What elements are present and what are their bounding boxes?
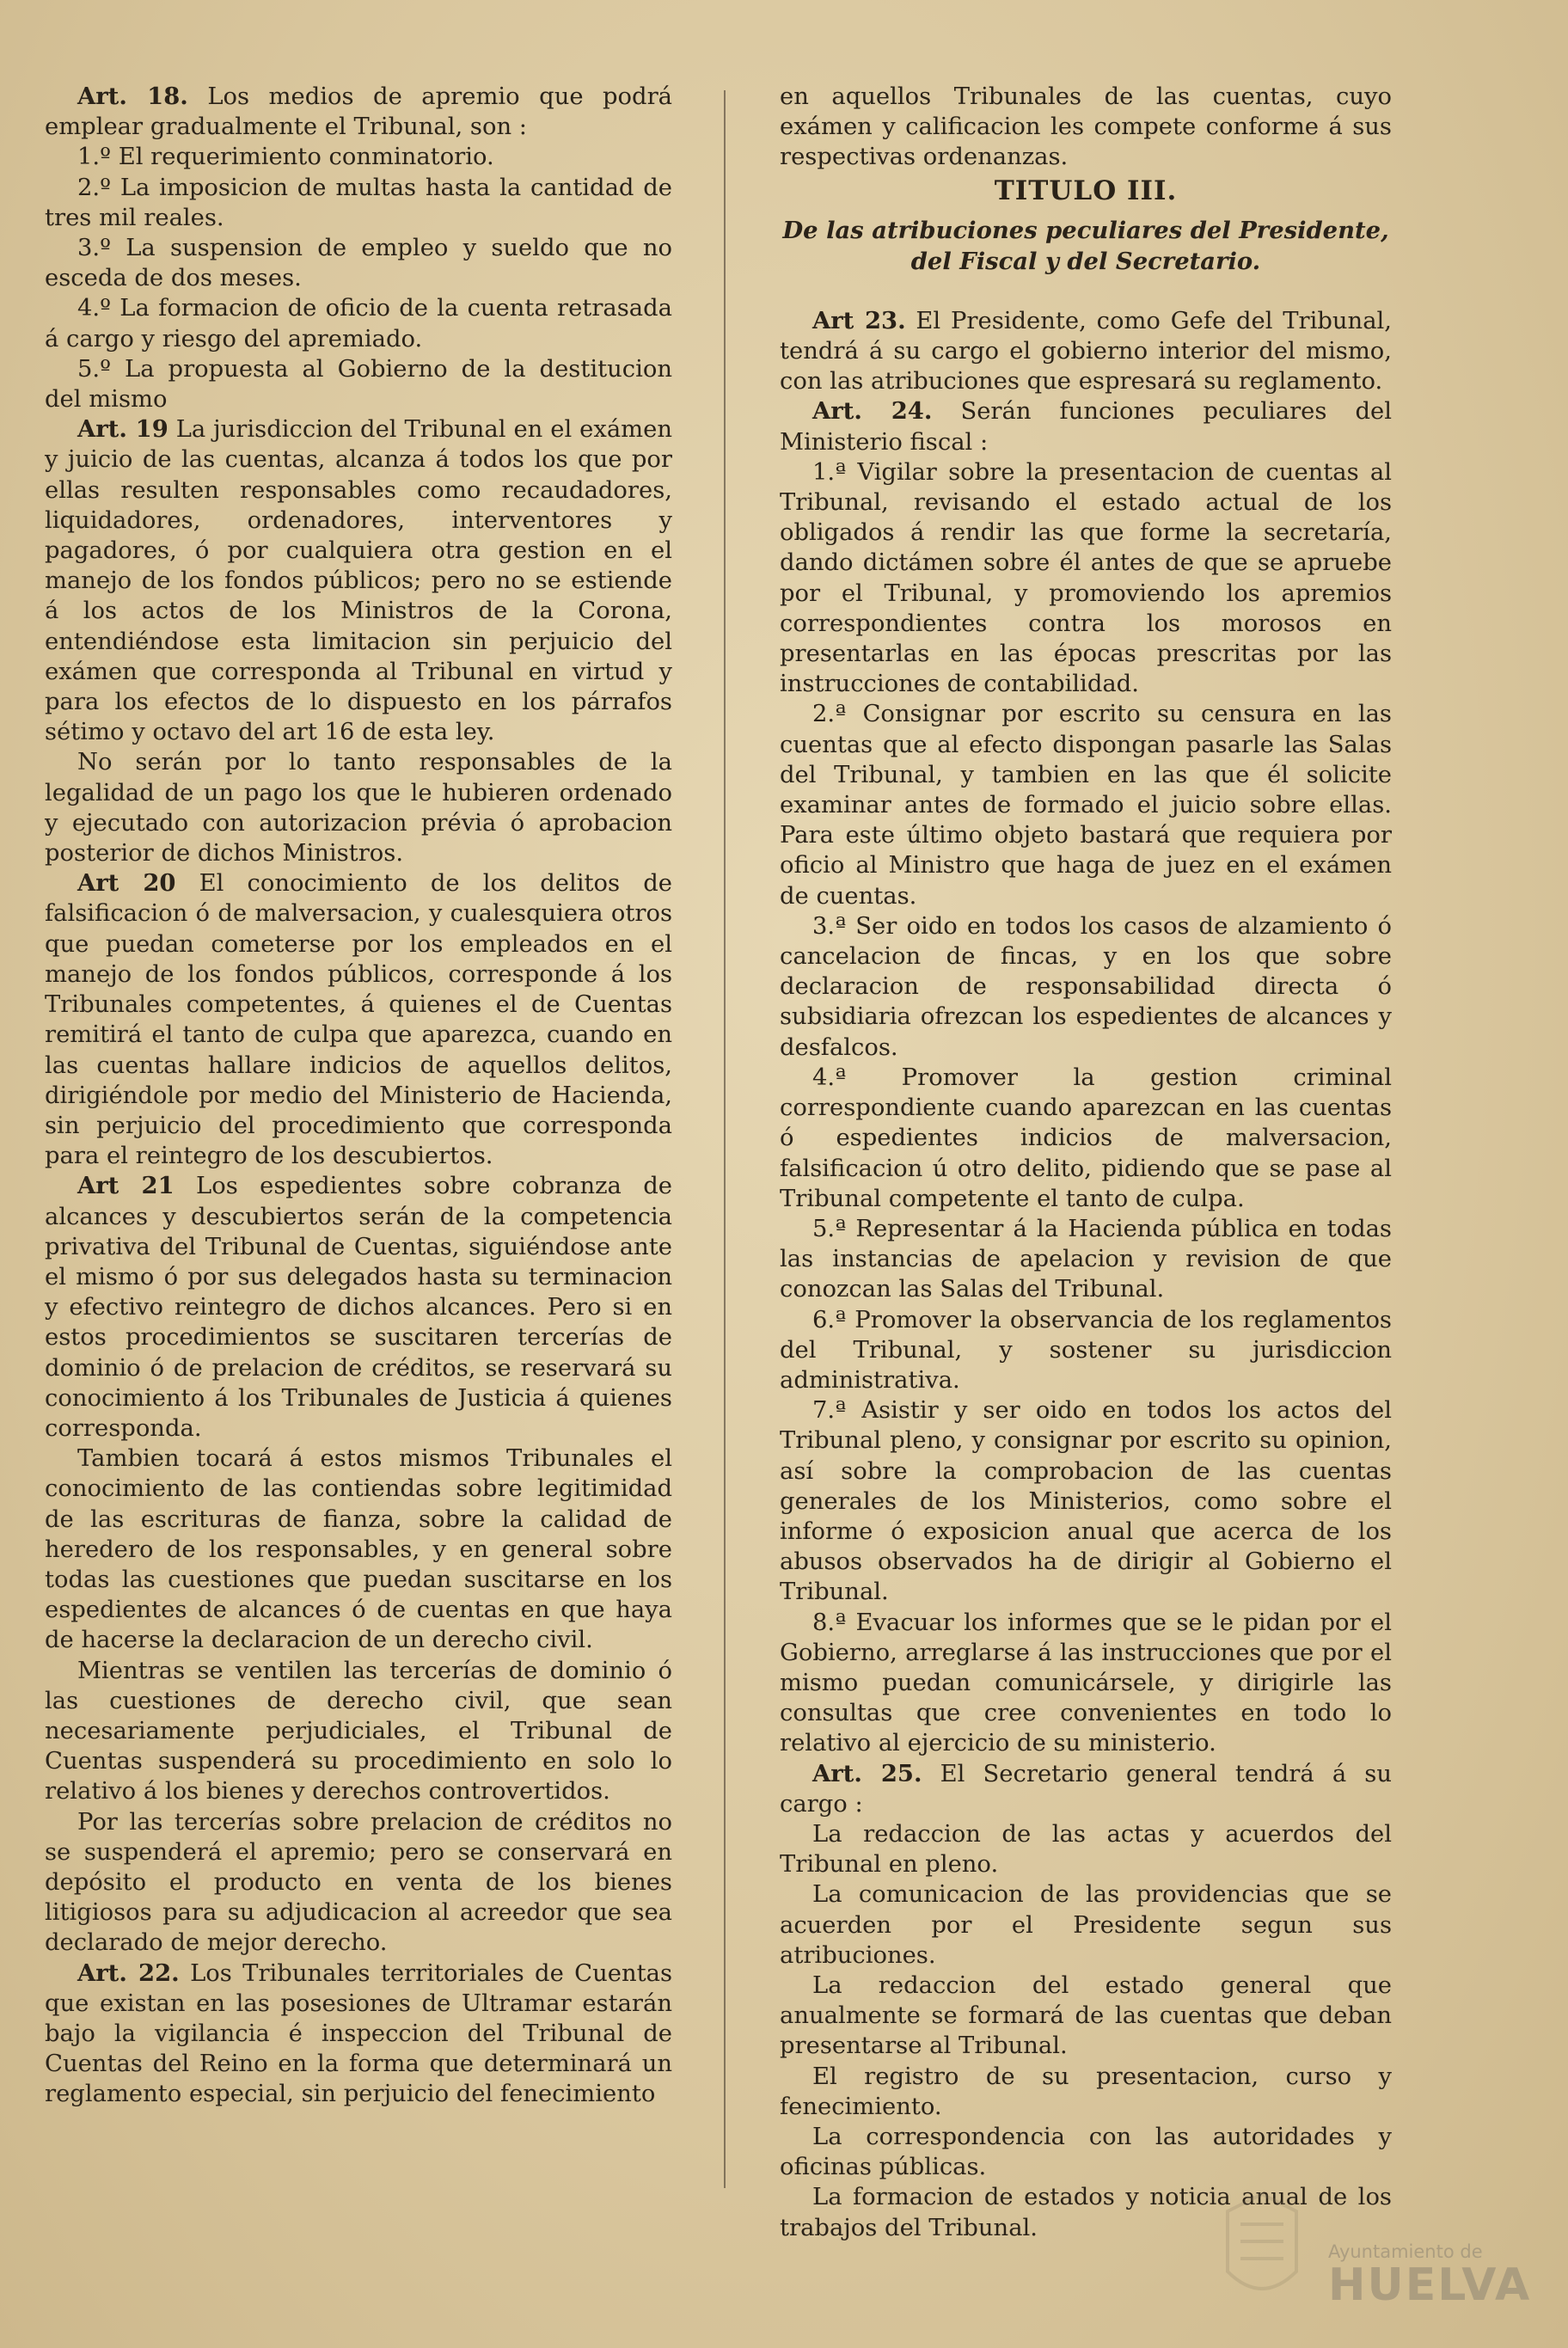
paragraph-text: El Secretario general tendrá á su cargo : bbox=[780, 1760, 1392, 1818]
paragraph-text: 5.º La propuesta al Gobierno de la destitucion del mismo bbox=[45, 355, 672, 414]
paragraph bbox=[45, 868, 672, 1171]
paragraph-text: Los espedientes sobre cobranza de alcances y descubiertos serán de la competencia privativa del Tribunal de Cuentas, siguiéndose ante el mismo ó por sus delegados hasta su terminacion y efectivo reintegro de dichos alcances. Pero si en estos procedimientos se suscitaren tercerías de dominio ó de prelacion de créditos, se reservará su conocimiento á los Tribunales de Justicia á quienes corresponda. bbox=[45, 1173, 672, 1442]
article-label: Art. 24. bbox=[812, 397, 933, 426]
paragraph-text: El Presidente, como Gefe del Tribunal, tendrá á su cargo el gobierno interior del mismo, con las atribuciones que espresará su reglamento. bbox=[780, 307, 1392, 395]
paragraph bbox=[780, 306, 1392, 397]
watermark-big-text: HUELVA bbox=[1328, 2259, 1532, 2311]
paragraph-text: 4.ª Promover la gestion criminal correspondiente cuando aparezcan en las cuentas ó espedientes indicios de malversacion, falsificacion ú otro delito, pidiendo que se pase al Tribunal competente el tanto de culpa. bbox=[780, 1064, 1392, 1212]
paragraph-text: La correspondencia con las autoridades y oficinas públicas. bbox=[780, 2124, 1392, 2181]
paragraph-text: Los Tribunales territoriales de Cuentas que existan en las posesiones de Ultramar estarán bajo la vigilancia é inspeccion del Tribunal de Cuentas del Reino en la forma que determinará un reglamento especial, sin perjuicio del fenecimiento bbox=[45, 1959, 672, 2108]
paragraph-text: La comunicacion de las providencias que se acuerden por el Presidente segun sus atribuciones. bbox=[780, 1881, 1392, 1969]
paragraph-text: 4.º La formacion de oficio de la cuenta retrasada á cargo y riesgo del apremiado. bbox=[45, 295, 672, 353]
paragraph bbox=[780, 1879, 1392, 1971]
paragraph bbox=[780, 2062, 1392, 2122]
paragraph-text: Los medios de apremio que podrá emplear gradualmente el Tribunal, son : bbox=[45, 83, 673, 141]
paragraph-text: El conocimiento de los delitos de falsificacion ó de malversacion, y cualesquiera otros que puedan cometerse por los empleados en el manejo de los fondos públicos, corresponde á los Tribunales competentes, á quienes el de Cuentas remitirá el tanto de culpa que aparezca, cuando en las cuentas hallare indicios de aquellos delitos, dirigiéndole por medio del Ministerio de Hacienda, sin perjuicio del procedimiento que corresponda para el reintegro de los descubiertos. bbox=[45, 870, 672, 1170]
paragraph bbox=[45, 1959, 672, 2110]
paragraph-text: El registro de su presentacion, curso y fenecimiento. bbox=[780, 2063, 1392, 2120]
paragraph bbox=[780, 1819, 1392, 1879]
article-label: Art. 25. bbox=[812, 1759, 922, 1787]
paragraph-text: 3.ª Ser oido en todos los casos de alzamiento ó cancelacion de fincas, y en los que sobre declaracion de responsabilidad directa ó subsidiaria ofrezcan los espedientes de alcances y desfalcos. bbox=[780, 912, 1392, 1061]
paragraph-text: 8.ª Evacuar los informes que se le pidan por el Gobierno, arreglarse á las instrucciones que por el mismo puedan comunicársele, y dirigirle las consultas que cree convenientes en todo lo relativo al ejercicio de su ministerio. bbox=[780, 1609, 1392, 1757]
paragraph-text: 6.ª Promover la observancia de los reglamentos del Tribunal, y sostener su jurisdiccion administrativa. bbox=[780, 1306, 1392, 1394]
paragraph bbox=[45, 354, 672, 414]
paragraph bbox=[45, 747, 672, 868]
paragraph bbox=[45, 142, 672, 172]
article-label: Art. 18. bbox=[77, 83, 188, 110]
article-label: Art 20 bbox=[77, 869, 176, 898]
section-subtitle: De las atribuciones peculiares del Presidente, del Fiscal y del Secretario. bbox=[782, 216, 1389, 275]
paragraph-text: 2.º La imposicion de multas hasta la cantidad de tres mil reales. bbox=[45, 174, 672, 231]
paragraph-text: Serán funciones peculiares del Ministerio fiscal : bbox=[780, 398, 1392, 456]
section-title: TITULO III. bbox=[994, 175, 1178, 206]
article-label: Art. 22. bbox=[77, 1959, 180, 1987]
article-label: Art 23. bbox=[812, 306, 906, 334]
paragraph bbox=[45, 414, 672, 747]
watermark-small-text: Ayuntamiento de bbox=[1328, 2241, 1483, 2262]
left-column bbox=[45, 82, 672, 2110]
article-label: Art. 19 bbox=[77, 415, 168, 444]
paragraph-text: 7.ª Asistir y ser oido en todos los actos del Tribunal pleno, y consignar por escrito su opinion, así sobre la comprobacion de las cuentas generales de los Ministerios, como sobre el informe ó exposicion anual que acerca de los abusos observados ha de dirigir al Gobierno el Tribunal. bbox=[780, 1397, 1392, 1606]
paragraph bbox=[45, 293, 672, 353]
paragraph bbox=[780, 1971, 1392, 2062]
paragraph bbox=[780, 457, 1392, 700]
paragraph-text: 2.ª Consignar por escrito su censura en las cuentas que al efecto dispongan pasarle las Salas del Tribunal, y tambien en las que él solicite examinar antes de formado el juicio sobre ellas. Para este último objeto bastará que requiera por oficio al Ministro que haga de juez en el exámen de cuentas. bbox=[780, 701, 1392, 910]
paragraph bbox=[45, 1656, 672, 1807]
right-column bbox=[780, 82, 1392, 2243]
paragraph-text: Mientras se ventilen las tercerías de dominio ó las cuestiones de derecho civil, que sean necesariamente perjudiciales, el Tribunal de Cuentas suspenderá su procedimiento en solo lo relativo á los bienes y derechos controvertidos. bbox=[45, 1657, 672, 1805]
paragraph bbox=[780, 2122, 1392, 2182]
paragraph bbox=[45, 233, 672, 293]
paragraph-text: 5.ª Representar á la Hacienda pública en todas las instancias de apelacion y revision de que conozcan las Salas del Tribunal. bbox=[780, 1215, 1392, 1303]
paragraph-text: La redaccion de las actas y acuerdos del Tribunal en pleno. bbox=[780, 1820, 1392, 1879]
paragraph-text: No serán por lo tanto responsables de la legalidad de un pago los que le hubieren ordenado y ejecutado con autorizacion prévia ó aprobacion posterior de dichos Ministros. bbox=[45, 749, 672, 867]
article-label: Art 21 bbox=[77, 1172, 175, 1200]
paragraph bbox=[45, 1444, 672, 1655]
paragraph-text: 1.ª Vigilar sobre la presentacion de cuentas al Tribunal, revisando el estado actual de los obligados á rendir las que forme la secretaría, dando dictámen sobre él antes de que se apruebe por el Tribunal, y promoviendo los apremios correspondientes contra los morosos en presentarlas en las épocas prescritas por las instrucciones de contabilidad. bbox=[780, 458, 1392, 698]
paragraph-text: Por las tercerías sobre prelacion de créditos no se suspenderá el apremio; pero se conservará en depósito el producto en venta de los bienes litigiosos para su adjudicacion al acreedor que sea declarado de mejor derecho. bbox=[45, 1808, 672, 1957]
column-divider bbox=[724, 90, 726, 2188]
paragraph bbox=[780, 1214, 1392, 1305]
carryover-paragraph: en aquellos Tribunales de las cuentas, cuyo exámen y calificacion les compete conforme á sus respectivas ordenanzas. bbox=[780, 83, 1392, 171]
paragraph bbox=[780, 1305, 1392, 1396]
paragraph bbox=[780, 396, 1392, 457]
paragraph-text: Tambien tocará á estos mismos Tribunales el conocimiento de las contiendas sobre legitimidad de las escrituras de fianza, sobre la calidad de heredero de los responsables, y en general sobre todas las cuestiones que puedan suscitarse en los espedientes de alcances ó de cuentas en que haya de hacerse la declaracion de un derecho civil. bbox=[45, 1445, 672, 1654]
watermark bbox=[1328, 2241, 1532, 2311]
paragraph-text: 1.º El requerimiento conminatorio. bbox=[77, 144, 494, 171]
paragraph bbox=[45, 1171, 672, 1444]
paragraph bbox=[780, 1608, 1392, 1759]
paragraph bbox=[780, 911, 1392, 1063]
paragraph bbox=[780, 699, 1392, 910]
paragraph bbox=[780, 1395, 1392, 1607]
paragraph bbox=[780, 1063, 1392, 1214]
paragraph-text: La formacion de estados y noticia anual de los trabajos del Tribunal. bbox=[780, 2184, 1392, 2241]
paragraph bbox=[45, 82, 672, 142]
paragraph bbox=[45, 1807, 672, 1959]
paragraph-text: La redaccion del estado general que anualmente se formará de las cuentas que deban presentarse al Tribunal. bbox=[780, 1971, 1392, 2060]
paragraph bbox=[45, 173, 672, 233]
paragraph-text: La jurisdiccion del Tribunal en el exámen y juicio de las cuentas, alcanza á todos los que por ellas resulten responsables como recaudadores, liquidadores, ordenadores, interventores y pagadores, ó por cualquiera otra gestion en el manejo de los fondos públicos; pero no se estiende á los actos de los Ministros de la Corona, entendiéndose esta limitacion sin perjuicio del exámen que corresponda al Tribunal en virtud y para los efectos de lo dispuesto en los párrafos sétimo y octavo del art 16 de esta ley. bbox=[45, 416, 672, 746]
paragraph bbox=[780, 1759, 1392, 1819]
paragraph-text: 3.º La suspension de empleo y sueldo que no esceda de dos meses. bbox=[45, 235, 672, 292]
